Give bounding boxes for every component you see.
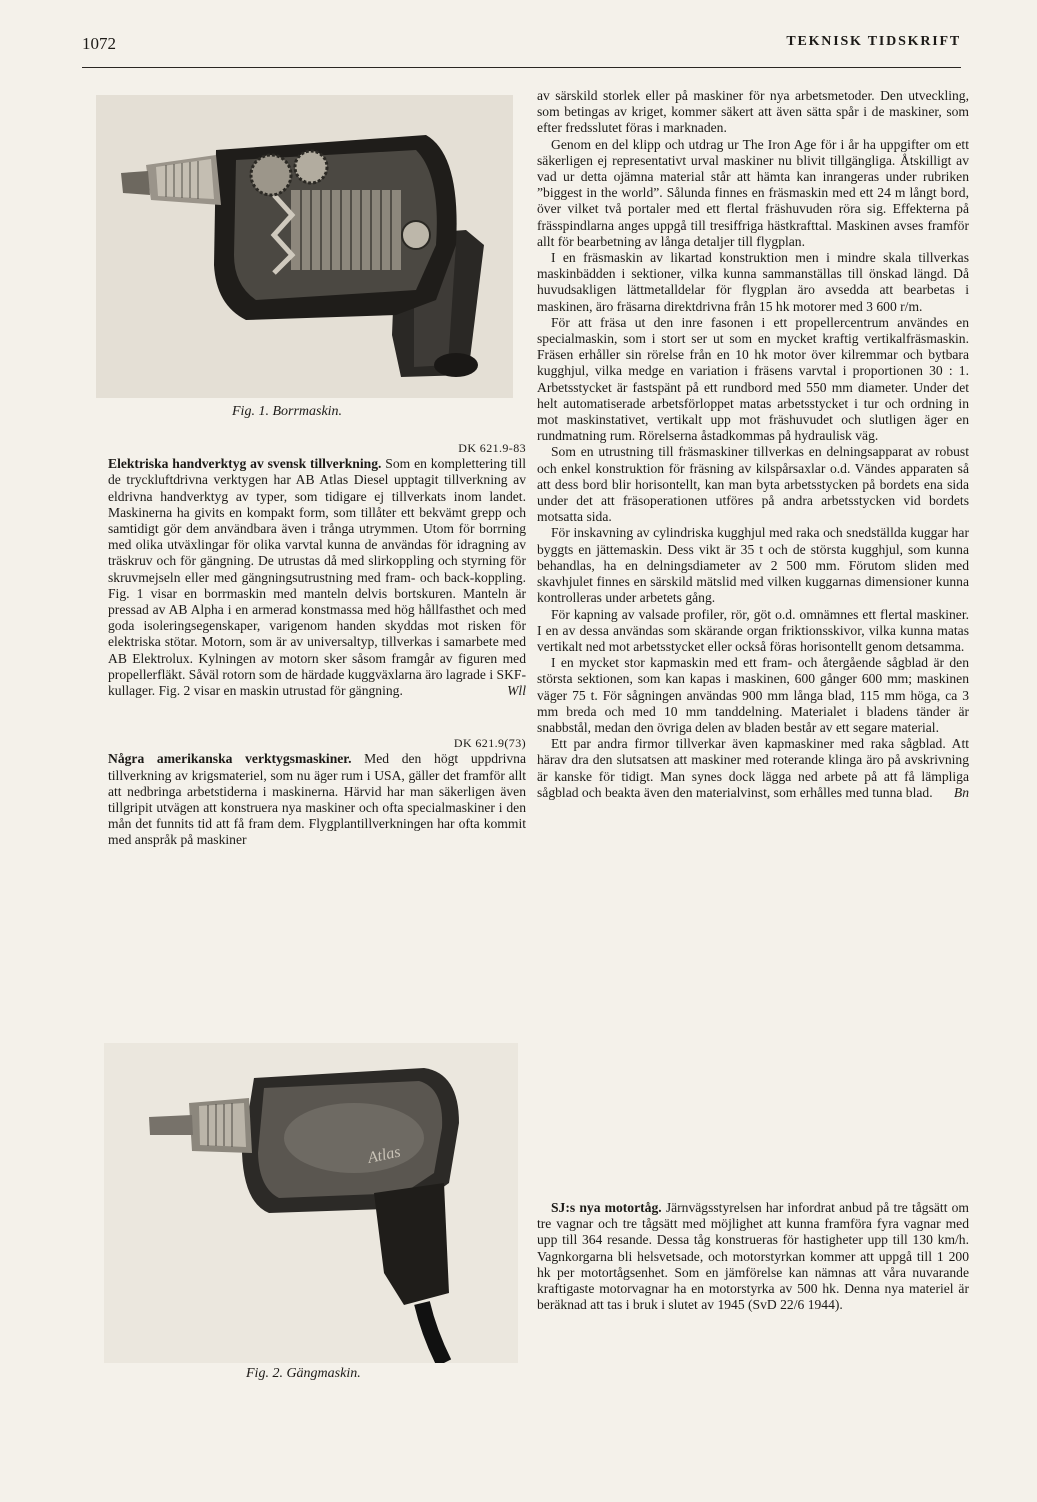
article-2-paragraph-1: Genom en del klipp och utdrag ur The Iron Age för i år ha uppgifter om ett säkerligen ej representativt urval maskiner nu blivit tillgängliga. Åtskilligt av vad ur detta ojämna material står att hämta kan inrangeras under rubriken ”biggest in the world”. Sålunda finnes en fräsmaskin med ett 24 m långt bord, över vilket två portaler med ett flertal fräshuvuden röra sig. Effekterna på frässpindlarna anges uppgå till tresiffriga hästkrafttal. Maskinen avses framför allt för bearbetning av långa detaljer till flygplan. — [537, 136, 969, 249]
figure-1-photo — [96, 95, 513, 398]
article-1-signature: Wll — [507, 683, 526, 699]
figure-2-photo — [104, 1043, 518, 1363]
article-1-paragraph — [108, 456, 526, 699]
journal-title: TEKNISK TIDSKRIFT — [786, 34, 961, 49]
header-rule — [82, 67, 961, 68]
left-column — [108, 440, 526, 849]
article-1-dk: DK 621.9-83 — [458, 441, 526, 455]
page-number: 1072 — [82, 34, 116, 53]
article-2-dk: DK 621.9(73) — [453, 736, 526, 751]
article-2-paragraph-3: För att fräsa ut den inre fasonen i ett propellercentrum användes en specialmaskin, som i stort ser ut som en mycket kraftig vertikalfräsmaskin. Fräsen erhåller sin rörelse från en 10 hk motor över kilremmar och bytbara kugghjul, vilka medge en variation i fräsens varvtal i proportionen 30 : 1. Arbetsstycket är fastspänt på ett rundbord med 550 mm diameter. Under det helt automatiserade arbetsförloppet matas arbetsstycket i tur och ordning in mot maskinstativet, vertikalt upp mot fräshuvudet och slutligen äger en rundmatning rum. Rörelserna åstadkommas på hydraulisk väg. — [537, 314, 969, 444]
article-2-intro-paragraph — [108, 751, 526, 848]
article-3 — [537, 1200, 969, 1313]
article-2-continued: av särskild storlek eller på maskiner för nya arbetsmetoder. Den utveckling, som betingas av kriget, kommer säkert att även sätta spår i de maskiner, som efter fredsslutet föras i marknaden. — [537, 88, 969, 136]
article-2-paragraph-7: I en mycket stor kapmaskin med ett fram- och återgående sågblad är den största sektionen, som kan kapas i maskinen, 600 gånger 600 mm; maskinen väger 75 t. För sågningen användas 900 mm långa blad, 115 mm höga, ca 3 mm breda och med 10 mm tanddelning. Materialet i bladens tänder är snabbstål, medan den övriga delen av bladen består av ett segare material. — [537, 655, 969, 735]
drill-cutaway-illustration — [96, 95, 513, 398]
article-2-signature: Bn — [953, 784, 969, 800]
article-3-title: SJ:s nya motortåg. — [551, 1200, 662, 1215]
article-3-body: Järnvägsstyrelsen har infordrat anbud på tre tågsätt om tre vagnar och tre tågsätt med möjlighet att kunna framföra fyra vagnar med upp till 364 resande. Dessa tåg konstrueras för hastigheter upp till 130 km/h. Vagnkorgarna bli helsvetsade, och motorstyrkan kommer att uppgå till 1 200 hk per motortågsenhet. Som en jämförelse kan nämnas att våra nuvarande kraftigaste motorvagnar ha en motorstyrka av 500 hk. Denna nya materiel är beräknad att tas i bruk i slutet av 1945 (SvD 22/6 1944). — [537, 1200, 970, 1313]
article-2-paragraph-2: I en fräsmaskin av likartad konstruktion men i mindre skala tillverkas maskinbädden i sektioner, vilka kunna sammanställas till önskad längd. Då huvudsakligen lättmetalldelar för flygplan äro avsedda att bearbetas i maskinen, äro fräsarna direktdrivna från 15 hk motorer med 3 600 r/m. — [537, 250, 969, 314]
figure-2-brand-text: Atlas — [366, 1143, 403, 1167]
article-2-paragraph-8-wrapper — [537, 736, 969, 801]
article-2-paragraph-4: Som en utrustning till fräsmaskiner tillverkas en delningsapparat av robust och enkel konstruktion för fräsning av kilspårsaxlar o.d. Vändes apparaten så att dess bord blir horisontellt, kan man byta arbetsstycken på bordets ena sida under det att fräsoperationen utföres på andra arbetsstycken vid bordets motsatta sida. — [537, 444, 969, 525]
article-2-intro: Med den högt uppdrivna tillverkning av krigsmateriel, som nu äger rum i USA, gäller det framför allt att nedbringa arbetstiderna i maskinerna. Härvid har man säkerligen även tillgripit utvägen att konstruera nya maskiner och ofta specialmaskiner i den mån det funnits tid att få fram dem. Flygplantillverkningen har ofta kommit med anspråk på maskiner — [108, 751, 526, 848]
article-1-body: Som en komplettering till de tryckluftdrivna verktygen har AB Atlas Diesel upptagit tillverkning av eldrivna handverktyg av typer, som tidigare ej tillverkats inom landet. Maskinerna ha givits en kompakt form, som tillåter ett bekvämt grepp och samtidigt gör dem användbara även i trånga utrymmen. Utom för borrning med olika utväxlingar för olika varvtal kunna de användas för idragning av träskruv och för gängning. De utrustas då med slirkoppling och styrning för skruvmejseln eller med gängningsutrustning med fram- och back-koppling. Fig. 1 visar en borrmaskin med manteln delvis bortskuren. Manteln är pressad av AB Alpha i en armerad konstmassa med hög hållfasthet och med goda isoleringsegenskaper, varigenom handen skyddas mot risken för elektriska stötar. Motorn, som är av universaltyp, tillverkas i samarbete med AB Elektrolux. Kylningen av motorn sker såsom framgår av figuren med propellerfläkt. Såväl rotorn som de härdade kuggväxlarna äro lagrade i SKF-kullager. Fig. 2 visar en maskin utrustad för gängning. — [108, 456, 526, 699]
tapping-machine-illustration — [104, 1043, 518, 1363]
article-2-title: Några amerikanska verktygsmaskiner. — [108, 751, 352, 767]
article-2-paragraph-8: Ett par andra firmor tillverkar även kapmaskiner med raka sågblad. Att härav dra den slutsatsen att maskiner med roterande klinga äro på avskrivning är kanske för tidigt. Man synes dock lägga ned arbete på att få lämpliga sågblad och beakta även den materialvinst, som erhålles med tunna blad. — [537, 736, 969, 800]
article-3-paragraph — [537, 1200, 969, 1313]
article-2-paragraph-5: För inskavning av cylindriska kugghjul med raka och snedställda kuggar har byggts en jättemaskin. Dess vikt är 35 t och de största kugghjul, som kunna behandlas, ha en delningsdiameter av 2 500 mm. Förutom sliden med skavhjulet finnes en särskild mätslid med vilken kuggarnas dimensioner kunna kontrolleras under arbetets gång. — [537, 525, 969, 606]
article-2-paragraph-6: För kapning av valsade profiler, rör, göt o.d. omnämnes ett flertal maskiner. I en av dessa användas som skärande organ friktionsskivor, vilka kunna matas vertikalt ned mot arbetsstycket eller också föras horisontellt genom detsamma. — [537, 606, 969, 654]
article-1-title: Elektriska handverktyg av svensk tillverkning. — [108, 456, 382, 472]
figure-2-caption: Fig. 2. Gängmaskin. — [246, 1366, 361, 1381]
figure-1-caption: Fig. 1. Borrmaskin. — [232, 404, 343, 419]
right-column — [537, 88, 969, 801]
